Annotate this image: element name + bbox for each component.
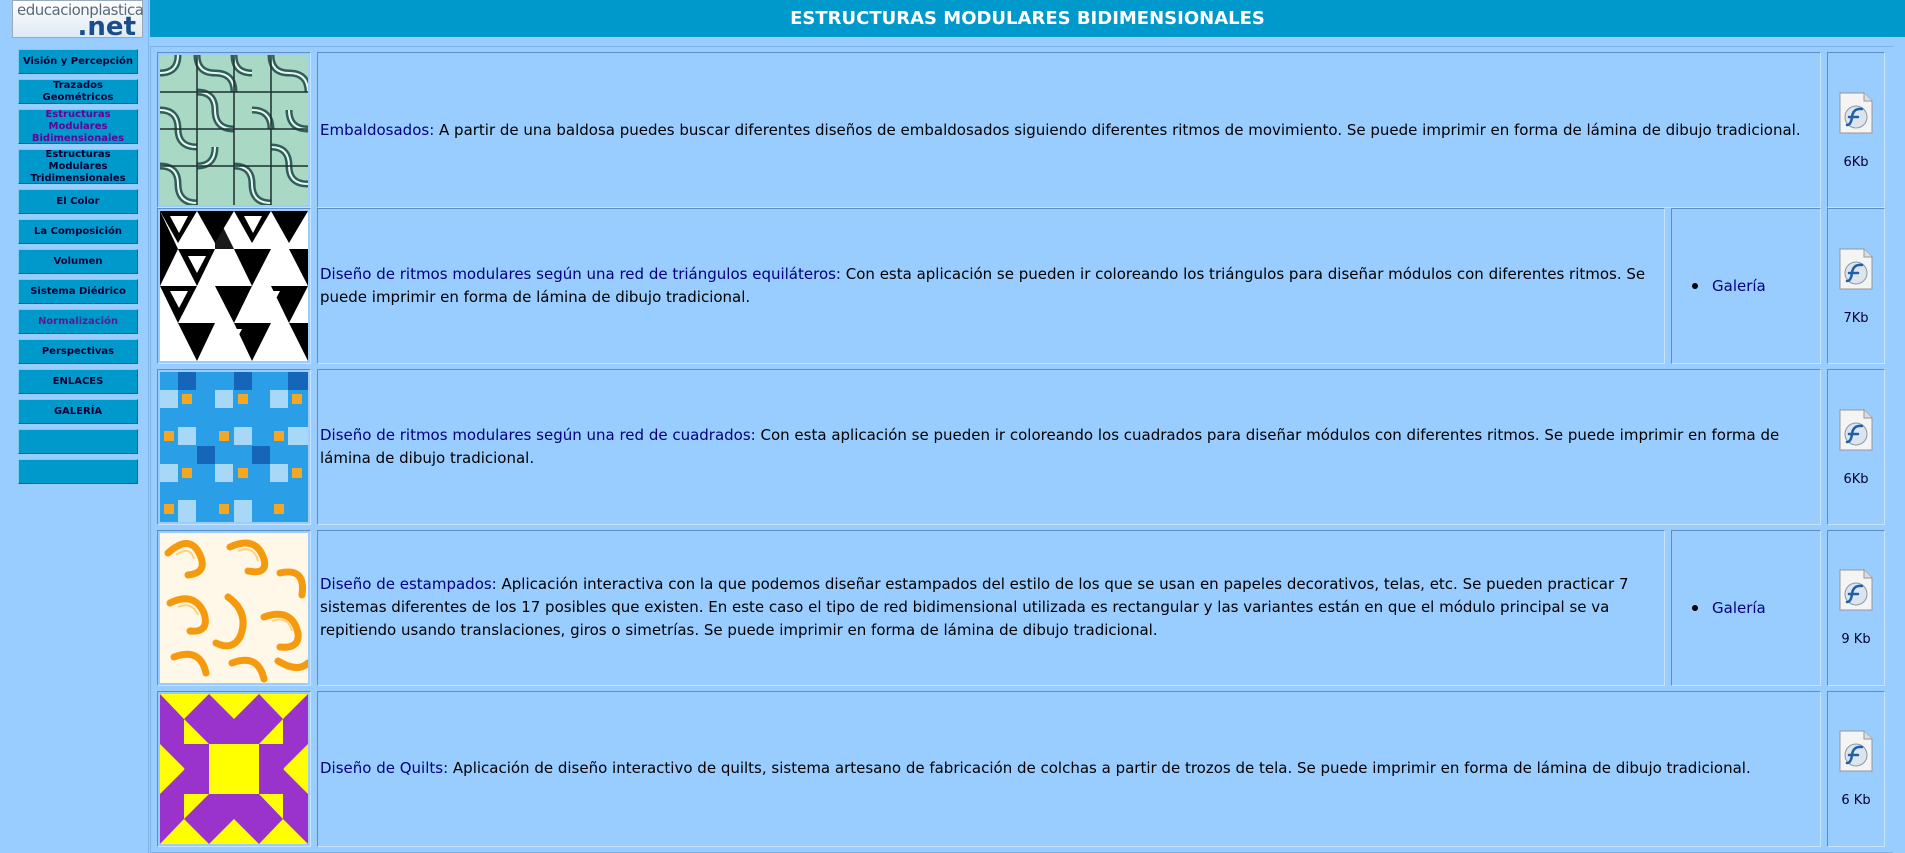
nav-trazados[interactable]: Trazados Geométricos (18, 79, 138, 104)
description-text (320, 424, 1818, 470)
app-description: Con esta aplicación se pueden ir coloreando los cuadrados para diseñar módulos con diferentes ritmos. Se puede imprimir en forma de lámina de dibujo tradicional. (320, 426, 1780, 468)
app-description: A partir de una baldosa puedes buscar diferentes diseños de embaldosados siguiendo diferentes ritmos de movimiento. Se puede imprimir en forma de lámina de dibujo tradicional. (434, 120, 1801, 139)
flash-file-icon[interactable] (1838, 247, 1874, 295)
file-size: 6Kb (1843, 471, 1869, 487)
nav-menu (18, 49, 138, 489)
flash-download[interactable] (1827, 52, 1885, 208)
logo-line2: .net (77, 12, 136, 42)
triangles-thumb[interactable] (157, 208, 311, 364)
app-title-link[interactable]: Diseño de ritmos modulares según una red de cuadrados: (320, 426, 756, 445)
flash-file-icon[interactable] (1838, 408, 1874, 456)
nav-empty-1[interactable] (18, 429, 138, 454)
tiles-thumb[interactable] (157, 52, 311, 208)
nav-vision[interactable]: Visión y Percepción (18, 49, 138, 74)
nav-composicion[interactable]: La Composición (18, 219, 138, 244)
file-size: 7Kb (1843, 310, 1869, 326)
flash-download[interactable] (1827, 691, 1885, 847)
logo-line1: educacionplastica (17, 1, 144, 19)
file-size: 6 Kb (1841, 793, 1871, 809)
prints-thumb[interactable] (157, 530, 311, 686)
content-table (150, 46, 1893, 853)
page-title: ESTRUCTURAS MODULARES BIDIMENSIONALES (150, 0, 1905, 37)
flash-download[interactable] (1827, 208, 1885, 364)
app-title-link[interactable]: Embaldosados: (320, 120, 435, 139)
gallery-link[interactable]: Galería (1712, 277, 1766, 296)
nav-color[interactable]: El Color (18, 189, 138, 214)
quilt-thumb[interactable] (157, 691, 311, 847)
app-title-link[interactable]: Diseño de ritmos modulares según una red de triángulos equiláteros: (320, 265, 841, 284)
nav-diedrico[interactable]: Sistema Diédrico (18, 279, 138, 304)
row-description (317, 530, 1665, 686)
file-size: 9 Kb (1841, 632, 1871, 648)
flash-file-icon[interactable] (1838, 568, 1874, 616)
gallery-link[interactable]: Galería (1712, 598, 1766, 617)
description-text (320, 573, 1662, 642)
nav-perspectivas[interactable]: Perspectivas (18, 339, 138, 364)
bullet-icon (1692, 283, 1698, 289)
flash-download[interactable] (1827, 530, 1885, 686)
row-description (317, 691, 1821, 847)
gallery-cell (1671, 530, 1821, 686)
nav-galeria[interactable]: GALERÍA (18, 399, 138, 424)
app-description: Con esta aplicación se pueden ir coloreando los triángulos para diseñar módulos con diferentes ritmos. Se puede imprimir en forma de lámina de dibujo tradicional. (320, 265, 1646, 307)
description-text (320, 119, 1801, 142)
description-text (320, 757, 1751, 780)
nav-empty-2[interactable] (18, 459, 138, 484)
gallery-cell (1671, 208, 1821, 364)
nav-estructuras-tridimensionales[interactable]: Estructuras Modulares Tridimensionales (18, 149, 138, 184)
site-logo[interactable] (12, 0, 144, 42)
flash-download[interactable] (1827, 369, 1885, 525)
sidebar (0, 0, 149, 853)
nav-estructuras-bidimensionales[interactable]: Estructuras Modulares Bidimensionales (18, 109, 138, 144)
app-title-link[interactable]: Diseño de Quilts: (320, 759, 449, 778)
nav-normalizacion[interactable]: Normalización (18, 309, 138, 334)
flash-file-icon[interactable] (1838, 729, 1874, 777)
nav-enlaces[interactable]: ENLACES (18, 369, 138, 394)
flash-file-icon[interactable] (1838, 91, 1874, 139)
nav-volumen[interactable]: Volumen (18, 249, 138, 274)
description-text (320, 263, 1662, 309)
bullet-icon (1692, 605, 1698, 611)
file-size: 6Kb (1843, 154, 1869, 170)
app-description: Aplicación de diseño interactivo de quilts, sistema artesano de fabricación de colchas a partir de trozos de tela. Se puede imprimir en forma de lámina de dibujo tradicional. (448, 759, 1751, 778)
app-title-link[interactable]: Diseño de estampados: (320, 575, 497, 594)
row-description (317, 369, 1821, 525)
squares-thumb[interactable] (157, 369, 311, 525)
row-description (317, 52, 1821, 208)
app-description: Aplicación interactiva con la que podemos diseñar estampados del estilo de los que se usan en papeles decorativos, telas, etc. Se pueden practicar 7 sistemas diferentes de los 17 posibles que existen. En este caso el tipo de red bidimensional utilizada es rectangular y las variantes están en que el módulo principal se va repitiendo usando translaciones, giros o simetrías. Se puede imprimir en forma de lámina de dibujo tradicional. (320, 575, 1629, 640)
row-description (317, 208, 1665, 364)
